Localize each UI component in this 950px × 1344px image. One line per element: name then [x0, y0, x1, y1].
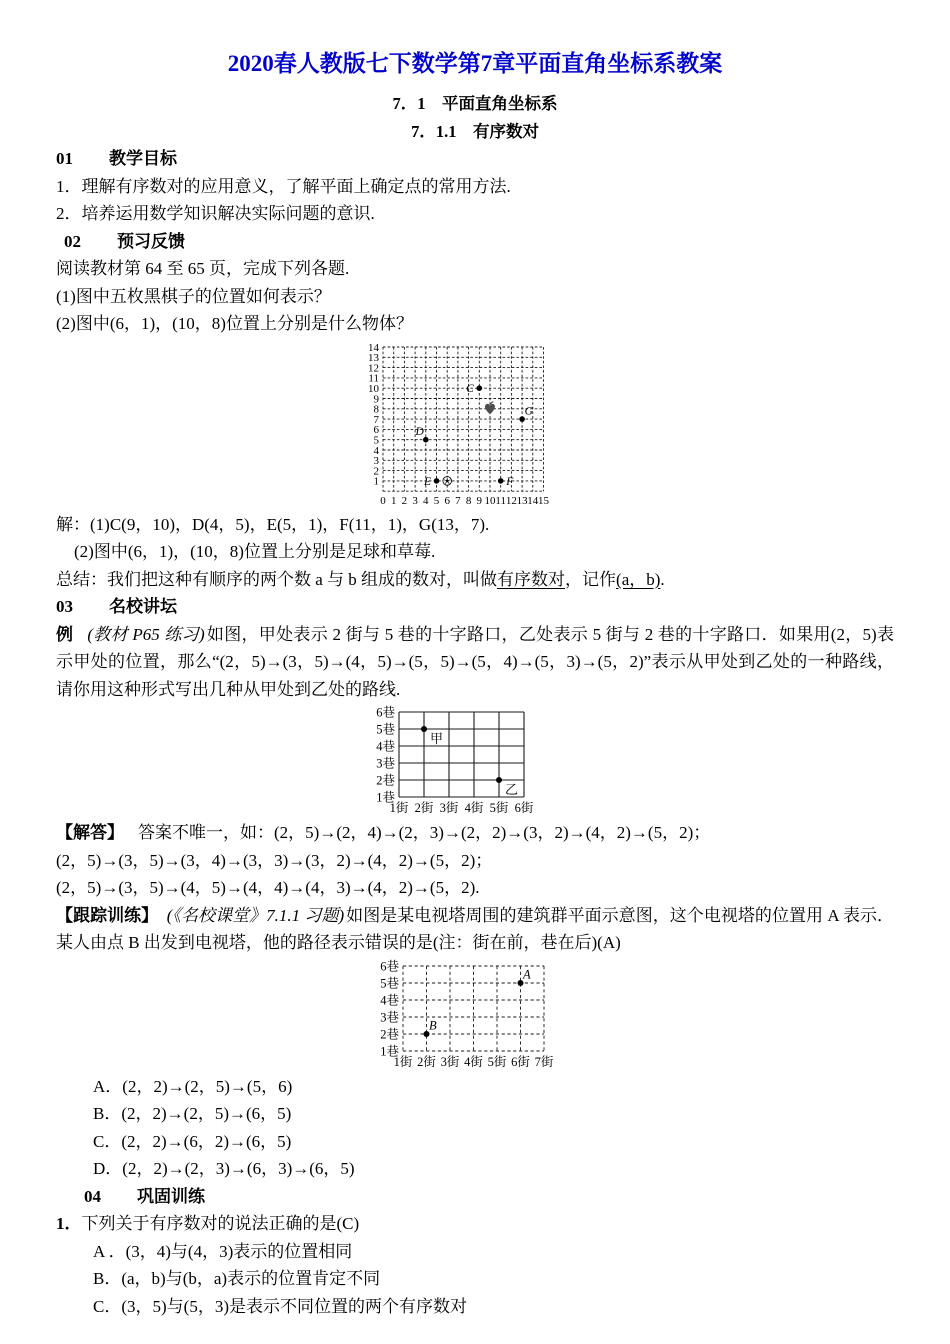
svg-text:4巷: 4巷 [375, 739, 395, 754]
figure-chessboard [56, 340, 854, 509]
svg-text:6: 6 [373, 423, 380, 436]
svg-text:甲: 甲 [429, 731, 443, 747]
svg-text:6街: 6街 [511, 1054, 530, 1069]
svg-text:C: C [466, 382, 475, 395]
svg-text:7: 7 [455, 494, 461, 507]
document-page [56, 0, 894, 1320]
svg-text:8: 8 [466, 494, 472, 507]
svg-text:4街: 4街 [464, 801, 483, 816]
lesson-heading: 7．1.1 有序数对 [411, 121, 539, 141]
svg-text:3: 3 [373, 454, 380, 467]
tracking-source: (《名校课堂》7.1.1 习题) [166, 905, 345, 925]
svg-text:5街: 5街 [489, 801, 508, 816]
preview-answer-1: 解：(1)C(9，10)，D(4，5)，E(5，1)，F(11，1)，G(13，7). [56, 514, 490, 534]
svg-text:14: 14 [368, 341, 380, 354]
svg-text:5: 5 [434, 494, 440, 507]
svg-text:13: 13 [368, 351, 380, 364]
svg-text:1街: 1街 [393, 1054, 413, 1069]
heading-02-title: 预习反馈 [117, 231, 185, 251]
svg-text:9: 9 [373, 392, 380, 405]
example-paragraph [56, 621, 894, 704]
example-text: 如图，甲处表示 2 街与 5 巷的十字路口，乙处表示 5 街与 2 巷的十字路口．如果用(2，5)表示甲处的位置，那么“(2，5)→(3，5)→(4，5)→(5，5)→(5，4)→(5，3)→(5，2)”表示从甲处到乙处的一种路线，请你用这种形式写出几种从甲处到乙处的路线. [56, 624, 895, 699]
teaching-goal-1: 1．理解有序数对的应用意义，了解平面上确定点的常用方法. [56, 176, 511, 196]
svg-text:1街: 1街 [389, 801, 408, 816]
example-source: (教材 P65 练习) [87, 624, 205, 644]
svg-text:A: A [523, 967, 531, 982]
svg-text:5: 5 [373, 434, 380, 447]
question-1-option-c: C．(3，5)与(5，3)是表示不同位置的两个有序数对 [93, 1296, 467, 1316]
svg-text:2街: 2街 [414, 801, 433, 816]
svg-text:11: 11 [368, 372, 380, 385]
heading-04-number: 04 [84, 1186, 101, 1206]
heading-03-number: 03 [56, 597, 73, 617]
svg-text:10: 10 [484, 494, 496, 507]
svg-text:10: 10 [368, 382, 380, 395]
figure-street-map-example [56, 705, 839, 817]
summary-notation-underlined: (a，b) [616, 569, 661, 589]
svg-text:7街: 7街 [534, 1054, 553, 1069]
heading-02-preview-feedback [56, 228, 894, 256]
route-option-d: D．(2，2)→(2，3)→(6，3)→(6，5) [93, 1159, 355, 1179]
chessboard-grid-figure [356, 340, 554, 509]
svg-text:3巷: 3巷 [375, 756, 395, 771]
preview-question-2: (2)图中(6，1)，(10，8)位置上分别是什么物体？ [56, 314, 413, 333]
route-option-c: C．(2，2)→(6，2)→(6，5) [93, 1131, 292, 1151]
tracking-text: 如图是某电视塔周围的建筑群平面示意图，这个电视塔的位置用 A 表示．某人由点 B 出发到电视塔，他的路径表示错误的是(注：街在前，巷在后)(A) [56, 905, 895, 953]
solution-line-1 [56, 819, 894, 847]
svg-text:4巷: 4巷 [380, 993, 399, 1008]
question-1 [56, 1210, 894, 1238]
teaching-goal-2: 2．培养运用数学知识解决实际问题的意识. [56, 204, 375, 223]
svg-text:3街: 3街 [440, 1054, 460, 1069]
svg-text:6街: 6街 [514, 801, 533, 816]
route-option-b: B．(2，2)→(2，5)→(6，5) [93, 1104, 292, 1124]
svg-text:2街: 2街 [417, 1054, 436, 1069]
heading-03-famous-school [56, 593, 894, 621]
svg-text:12: 12 [506, 494, 518, 507]
route-option-a: A．(2，2)→(2，5)→(5，6) [93, 1076, 293, 1096]
svg-text:F: F [506, 475, 514, 488]
svg-text:2巷: 2巷 [375, 773, 395, 788]
solution-label: 【解答】 [56, 823, 124, 843]
svg-text:6: 6 [444, 494, 451, 507]
svg-text:7: 7 [373, 413, 380, 426]
svg-text:3街: 3街 [439, 801, 458, 816]
svg-text:6巷: 6巷 [375, 705, 395, 720]
svg-text:9: 9 [476, 494, 483, 507]
question-1-option-a: A ．(3，4)与(4，3)表示的位置相同 [93, 1241, 353, 1261]
svg-text:1: 1 [391, 494, 397, 507]
svg-text:1巷: 1巷 [380, 1044, 399, 1059]
svg-text:2巷: 2巷 [380, 1027, 399, 1042]
solution-line-2: (2，5)→(3，5)→(3，4)→(3，3)→(3，2)→(4，2)→(5，2)； [56, 850, 493, 870]
svg-text:乙: 乙 [504, 782, 518, 798]
svg-text:0: 0 [380, 494, 387, 507]
preview-answer-2: (2)图中(6，1)，(10，8)位置上分别是足球和草莓. [74, 542, 436, 562]
tracking-label: 【跟踪训练】 [56, 905, 150, 925]
svg-text:5街: 5街 [487, 1054, 507, 1069]
svg-text:13: 13 [516, 494, 528, 507]
svg-text:1巷: 1巷 [375, 790, 395, 805]
heading-03-title: 名校讲坛 [109, 597, 177, 617]
heading-01-title: 教学目标 [109, 149, 177, 168]
svg-text:G: G [524, 405, 534, 418]
heading-04-title: 巩固训练 [137, 1186, 205, 1206]
doc-title: 2020春人教版七下数学第7章平面直角坐标系教案 [227, 51, 723, 76]
svg-text:3巷: 3巷 [380, 1010, 399, 1025]
svg-text:2: 2 [373, 464, 380, 477]
summary-end: . [660, 569, 665, 589]
question-1-option-b: B．(a，b)与(b，a)表示的位置肯定不同 [93, 1269, 381, 1289]
heading-04-consolidation [56, 1183, 894, 1211]
summary-mid: ，记作 [565, 569, 617, 589]
heading-02-number: 02 [64, 231, 81, 251]
svg-text:6巷: 6巷 [380, 959, 399, 974]
svg-text:5巷: 5巷 [375, 722, 395, 737]
summary-term-underlined: 有序数对 [497, 569, 566, 589]
svg-text:E: E [424, 475, 432, 488]
svg-text:11: 11 [495, 494, 507, 507]
preview-question-1: (1)图中五枚黑棋子的位置如何表示？ [56, 286, 331, 306]
question-1-number: 1． [56, 1214, 82, 1234]
svg-text:14: 14 [527, 494, 539, 507]
solution-line-3: (2，5)→(3，5)→(4，5)→(4，4)→(4，3)→(4，2)→(5，2). [56, 878, 480, 898]
svg-text:B: B [429, 1018, 437, 1033]
svg-text:2: 2 [401, 494, 408, 507]
solution-text-1: 答案不唯一，如：(2，5)→(2，4)→(2，3)→(2，2)→(3，2)→(4，2)→(5，2)； [138, 823, 711, 843]
svg-text:4: 4 [423, 494, 429, 507]
summary-prefix: 总结：我们把这种有顺序的两个数 a 与 b 组成的数对，叫做 [56, 569, 498, 589]
summary-line [56, 566, 894, 594]
svg-text:5巷: 5巷 [380, 976, 399, 991]
street-map-figure [363, 705, 533, 817]
svg-text:12: 12 [368, 361, 380, 374]
svg-text:15: 15 [538, 494, 550, 507]
svg-text:3: 3 [412, 494, 419, 507]
tv-tower-map-figure [367, 959, 553, 1071]
chapter-heading: 7．1 平面直角坐标系 [392, 94, 558, 113]
preview-intro: 阅读教材第 64 至 65 页，完成下列各题. [56, 259, 350, 278]
svg-text:D: D [415, 425, 425, 438]
tracking-paragraph [56, 902, 894, 957]
question-1-text: 下列关于有序数对的说法正确的是(C) [81, 1214, 360, 1234]
svg-text:8: 8 [373, 403, 380, 416]
heading-01-teaching-goals [56, 145, 894, 173]
svg-text:4: 4 [373, 444, 380, 457]
example-label: 例 [56, 624, 74, 644]
svg-text:4街: 4街 [464, 1054, 483, 1069]
heading-01-number: 01 [56, 149, 73, 168]
figure-tv-tower-map [56, 959, 864, 1071]
svg-text:1: 1 [373, 475, 380, 488]
